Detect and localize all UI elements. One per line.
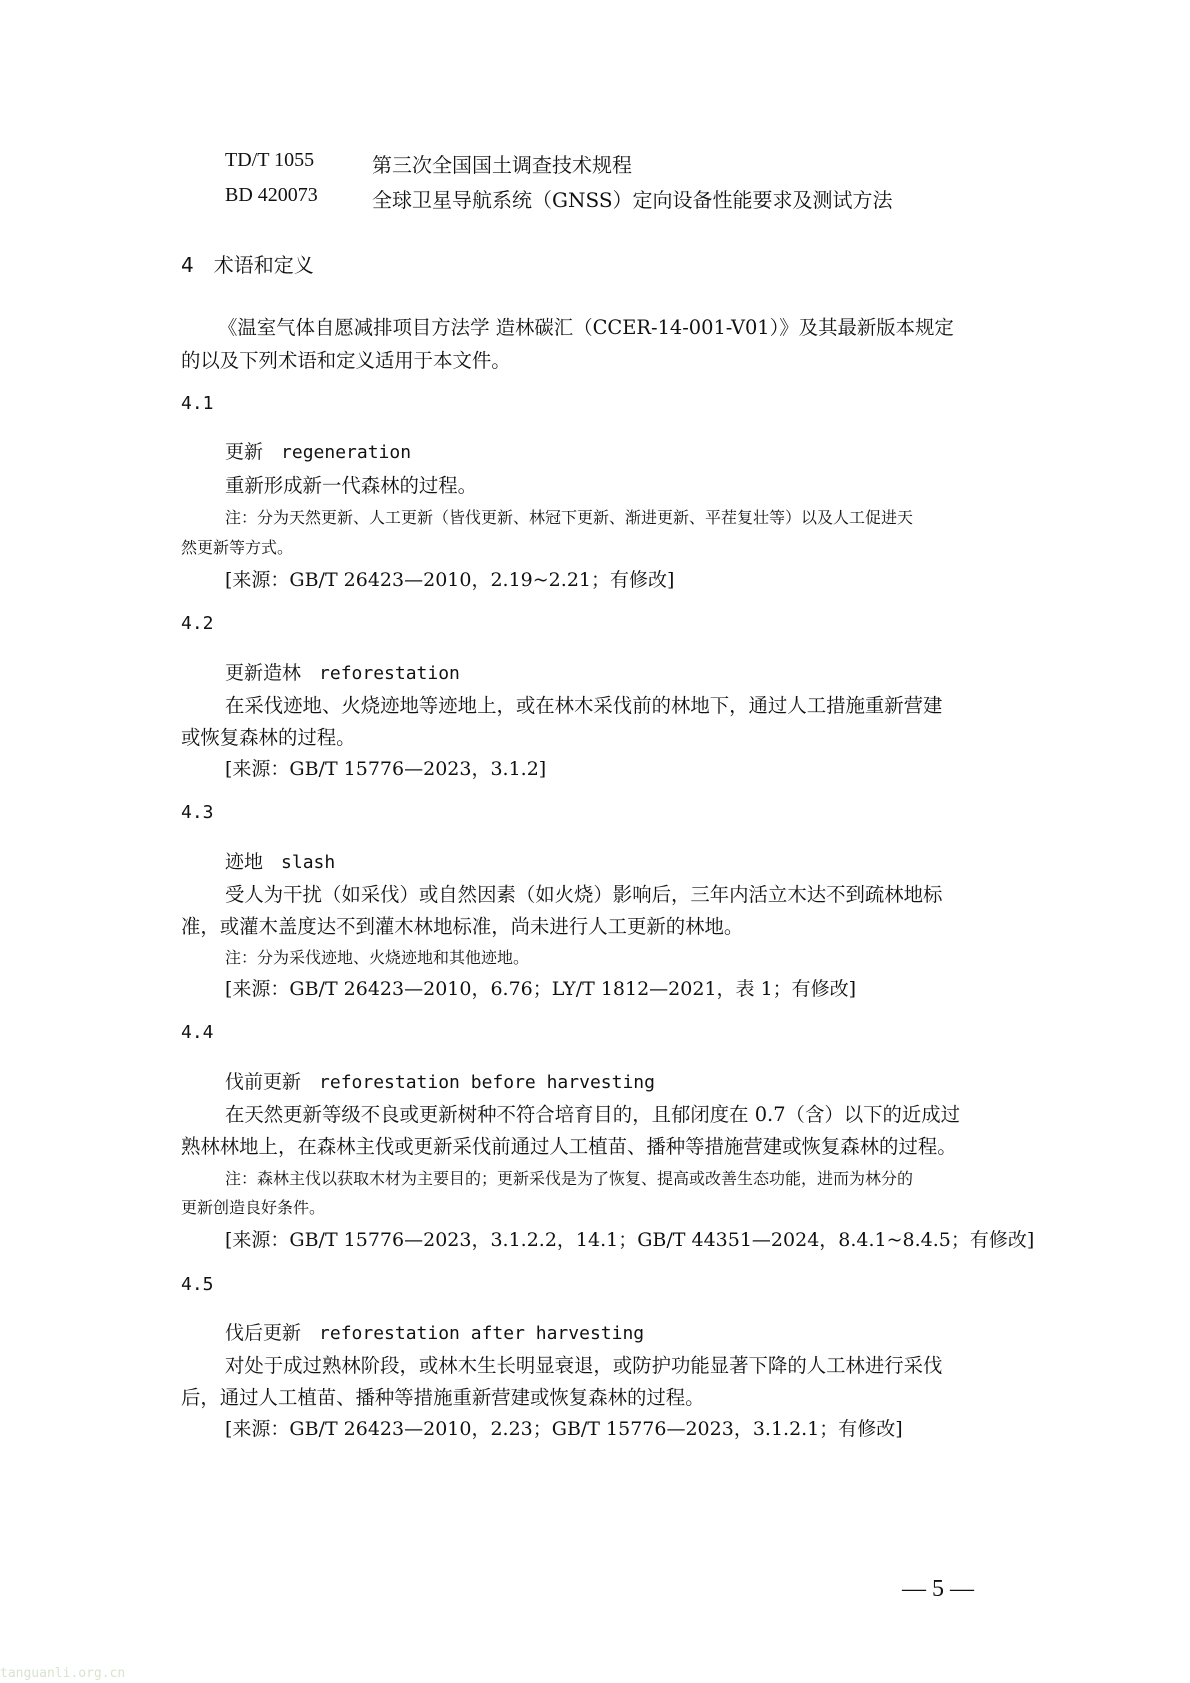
term-source: [来源：GB/T 26423—2010，2.19~2.21；有修改] [225, 569, 675, 591]
section-heading: 4 术语和定义 [181, 253, 314, 277]
term-zh: 伐前更新 [225, 1071, 302, 1093]
term-note: 注：分为采伐迹地、火烧迹地和其他迹地。 [225, 948, 530, 967]
term-definition: 或恢复森林的过程。 [181, 726, 356, 749]
term-zh: 更新造林 [225, 662, 302, 684]
term-source: [来源：GB/T 26423—2010，6.76；LY/T 1812—2021，表 1；有修改] [225, 978, 857, 1000]
term-note: 注：分为天然更新、人工更新（皆伐更新、林冠下更新、渐进更新、平茬复壮等）以及人工促进天 [225, 508, 914, 527]
term-number: 4.2 [181, 613, 214, 634]
term-definition: 熟林林地上，在森林主伐或更新采伐前通过人工植苗、播种等措施营建或恢复森林的过程。 [181, 1135, 957, 1158]
reference-title-1: 第三次全国国土调查技术规程 [372, 153, 632, 177]
term-en: regeneration [281, 442, 412, 463]
term-en: reforestation after harvesting [319, 1323, 645, 1344]
term-note: 然更新等方式。 [181, 538, 294, 557]
term-note: 更新创造良好条件。 [181, 1198, 326, 1217]
term-number: 4.1 [181, 393, 214, 414]
term-en: reforestation before harvesting [319, 1072, 655, 1093]
term-definition: 准，或灌木盖度达不到灌木林地标准，尚未进行人工更新的林地。 [181, 915, 744, 938]
term-zh: 伐后更新 [225, 1322, 302, 1344]
term-zh: 更新 [225, 441, 264, 463]
term-definition: 在天然更新等级不良或更新树种不符合培育目的，且郁闭度在 0.7（含）以下的近成过 [225, 1103, 961, 1126]
term-number: 4.4 [181, 1022, 214, 1043]
intro-line-1: 《温室气体自愿减排项目方法学 造林碳汇（CCER-14-001-V01）》及其最新版本规定 [218, 316, 954, 339]
term-source: [来源：GB/T 15776—2023，3.1.2] [225, 758, 547, 780]
term-title [225, 658, 460, 685]
term-zh: 迹地 [225, 851, 264, 873]
term-number: 4.3 [181, 802, 214, 823]
watermark: tanguanli.org.cn [0, 1666, 126, 1681]
term-source: [来源：GB/T 26423—2010，2.23；GB/T 15776—2023，3.1.2.1；有修改] [225, 1418, 903, 1440]
term-en: slash [281, 852, 336, 873]
term-title [225, 1318, 644, 1345]
term-definition: 在采伐迹地、火烧迹地等迹地上，或在林木采伐前的林地下，通过人工措施重新营建 [225, 694, 943, 717]
term-title [225, 1067, 655, 1094]
reference-code-2: BD 420073 [225, 184, 318, 206]
term-title [225, 437, 411, 464]
term-definition: 后，通过人工植苗、播种等措施重新营建或恢复森林的过程。 [181, 1386, 705, 1409]
term-definition: 受人为干扰（如采伐）或自然因素（如火烧）影响后，三年内活立木达不到疏林地标 [225, 883, 943, 906]
reference-code-1: TD/T 1055 [225, 149, 315, 171]
term-note: 注：森林主伐以获取木材为主要目的；更新采伐是为了恢复、提高或改善生态功能，进而为林分的 [225, 1169, 914, 1188]
term-title [225, 847, 335, 874]
term-definition: 对处于成过熟林阶段，或林木生长明显衰退，或防护功能显著下降的人工林进行采伐 [225, 1354, 943, 1377]
intro-line-2: 的以及下列术语和定义适用于本文件。 [181, 349, 511, 372]
term-source: [来源：GB/T 15776—2023，3.1.2.2，14.1；GB/T 44351—2024，8.4.1~8.4.5；有修改] [225, 1229, 1035, 1251]
term-en: reforestation [319, 663, 460, 684]
reference-title-2: 全球卫星导航系统（GNSS）定向设备性能要求及测试方法 [372, 188, 893, 212]
term-definition: 重新形成新一代森林的过程。 [225, 474, 478, 497]
term-number: 4.5 [181, 1274, 214, 1295]
page-number: — 5 — [902, 1576, 974, 1602]
